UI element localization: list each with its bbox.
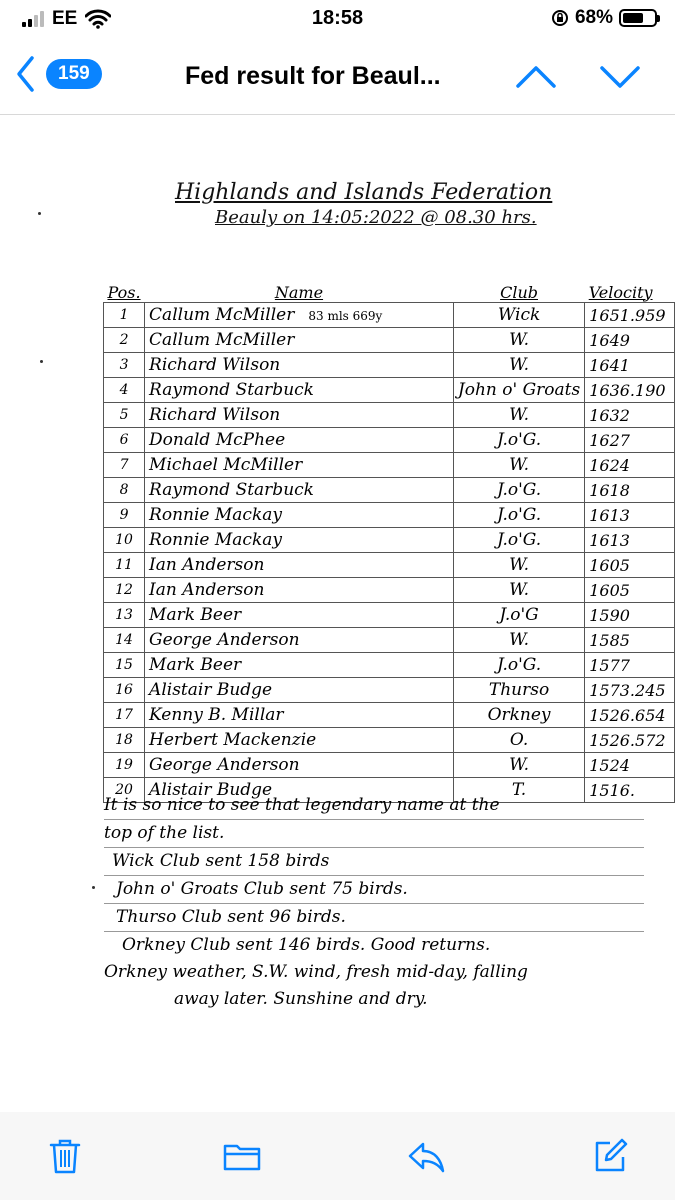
table-row [104,653,675,678]
document-title: Highlands and Islands Federation [175,180,553,205]
status-bar [0,0,675,36]
pilot-name: Callum McMiller [149,305,295,325]
cell-club: W. [453,328,584,353]
cell-pos: 16 [104,678,145,703]
cell-club: W. [453,403,584,428]
cell-club: J.o'G [453,603,584,628]
handwritten-notes [104,792,644,1013]
note-line: It is so nice to see that legendary name at the [104,792,644,820]
cell-club: J.o'G. [453,653,584,678]
pilot-name: Ronnie Mackay [149,505,282,525]
cell-velocity: 1526.572 [585,728,675,753]
battery-level-fill [623,13,643,23]
pilot-name: George Anderson [149,630,300,650]
cell-pos: 1 [104,303,145,328]
cell-name [145,403,454,428]
chevron-left-icon [14,54,36,94]
back-button[interactable] [14,54,102,94]
cell-club: John o' Groats [453,378,584,403]
cell-pos: 5 [104,403,145,428]
cell-club: Thurso [453,678,584,703]
cell-name [145,328,454,353]
table-row [104,753,675,778]
cell-velocity: 1605 [585,578,675,603]
cell-club: O. [453,728,584,753]
header-club: Club [500,282,538,302]
pilot-name: Alistair Budge [149,780,273,800]
cell-pos: 4 [104,378,145,403]
cell-velocity: 1585 [585,628,675,653]
table-row [104,703,675,728]
cell-club: Wick [453,303,584,328]
table-row [104,428,675,453]
cell-name [145,753,454,778]
pilot-name: Kenny B. Millar [149,705,284,725]
cell-name [145,728,454,753]
status-right [551,7,657,29]
cell-name [145,503,454,528]
cell-name [145,478,454,503]
table-row [104,453,675,478]
pilot-name: Richard Wilson [149,405,281,425]
table-row [104,303,675,328]
note-line: away later. Sunshine and dry. [174,989,428,1009]
cell-pos: 13 [104,603,145,628]
header-name: Name [274,282,324,302]
results-table [103,282,675,803]
cell-club: J.o'G. [453,503,584,528]
battery-icon [619,9,657,27]
carrier-name: EE [52,8,78,29]
cell-pos: 15 [104,653,145,678]
paper-speck [38,212,41,215]
note-line: Thurso Club sent 96 birds. [104,904,644,932]
cell-name [145,628,454,653]
cell-velocity: 1618 [585,478,675,503]
status-time: 18:58 [311,7,364,29]
cell-velocity: 1613 [585,528,675,553]
pilot-name: Alistair Budge [149,680,273,700]
cell-velocity: 1624 [585,453,675,478]
pilot-name: Mark Beer [149,605,242,625]
cell-pos: 9 [104,503,145,528]
table-row [104,353,675,378]
cell-velocity: 1613 [585,503,675,528]
cell-name [145,678,454,703]
pilot-name: Ian Anderson [149,555,265,575]
cell-club: W. [453,628,584,653]
table-row [104,553,675,578]
pilot-name: Mark Beer [149,655,242,675]
table-row [104,528,675,553]
table-row [104,378,675,403]
cell-pos: 19 [104,753,145,778]
header-velocity: Velocity [588,282,653,302]
paper-speck [92,886,95,889]
cell-club: J.o'G. [453,428,584,453]
bottom-toolbar [0,1112,675,1200]
cell-club: W. [453,578,584,603]
table-row [104,578,675,603]
cell-velocity: 1641 [585,353,675,378]
cell-name [145,353,454,378]
table-row [104,328,675,353]
chevron-up-icon[interactable] [514,60,558,94]
reply-icon[interactable] [406,1136,446,1176]
cell-velocity: 1524 [585,753,675,778]
note-line: top of the list. [104,820,644,848]
table-row [104,628,675,653]
cell-name [145,703,454,728]
pilot-name: Herbert Mackenzie [149,730,317,750]
cell-pos: 8 [104,478,145,503]
note-line: Orkney Club sent 146 birds. Good returns. [122,935,491,955]
cell-pos: 3 [104,353,145,378]
cell-club: W. [453,353,584,378]
cell-pos: 17 [104,703,145,728]
cell-velocity: 1516. [585,778,675,803]
cell-velocity: 1577 [585,653,675,678]
pilot-name: Raymond Starbuck [149,380,314,400]
trash-icon[interactable] [45,1136,85,1176]
cell-name [145,653,454,678]
cell-name [145,553,454,578]
cell-club: J.o'G. [453,478,584,503]
table-row [104,728,675,753]
pilot-name: Callum McMiller [149,330,295,350]
document-subtitle: Beauly on 14:05:2022 @ 08.30 hrs. [215,207,537,228]
note-line: Orkney weather, S.W. wind, fresh mid-day, falling [104,962,528,982]
cell-name [145,603,454,628]
cell-club: W. [453,753,584,778]
cell-club: T. [453,778,584,803]
results-body [104,303,675,803]
cell-club: W. [453,553,584,578]
cell-velocity: 1632 [585,403,675,428]
pilot-name: Michael McMiller [149,455,303,475]
cell-pos: 14 [104,628,145,653]
battery-percent: 68% [574,7,613,28]
pilot-name: Ronnie Mackay [149,530,282,550]
table-row [104,403,675,428]
folder-icon[interactable] [222,1136,262,1176]
pilot-name: George Anderson [149,755,300,775]
cell-pos: 11 [104,553,145,578]
header-pos: Pos. [107,282,141,302]
pilot-name: Donald McPhee [149,430,286,450]
cell-name [145,428,454,453]
chevron-down-icon[interactable] [598,60,642,94]
cell-club: J.o'G. [453,528,584,553]
attachment-document [0,115,675,1110]
message-nav-bar [0,44,675,115]
compose-icon[interactable] [590,1136,630,1176]
note-line: Wick Club sent 158 birds [104,848,644,876]
pilot-name: Ian Anderson [149,580,265,600]
message-subject-title: Fed result for Beaul... [185,62,441,90]
cell-club: W. [453,453,584,478]
cell-pos: 6 [104,428,145,453]
pilot-name: Richard Wilson [149,355,281,375]
table-row [104,503,675,528]
cell-velocity: 1651.959 [585,303,675,328]
cell-velocity: 1573.245 [585,678,675,703]
pilot-name: Raymond Starbuck [149,480,314,500]
distance-note: 83 mls 669y [308,309,383,323]
cell-pos: 20 [104,778,145,803]
cell-velocity: 1605 [585,553,675,578]
paper-speck [40,360,43,363]
cell-pos: 2 [104,328,145,353]
cell-name [145,303,454,328]
table-header-row [104,282,675,303]
unread-count-badge: 159 [46,59,102,89]
cell-pos: 18 [104,728,145,753]
cell-name [145,528,454,553]
cell-name [145,578,454,603]
cell-pos: 12 [104,578,145,603]
cell-name [145,453,454,478]
cell-pos: 7 [104,453,145,478]
cell-pos: 10 [104,528,145,553]
cell-velocity: 1590 [585,603,675,628]
table-row [104,478,675,503]
table-row [104,678,675,703]
cell-velocity: 1636.190 [585,378,675,403]
cell-club: Orkney [453,703,584,728]
cell-velocity: 1649 [585,328,675,353]
cell-velocity: 1526.654 [585,703,675,728]
orientation-lock-icon [551,9,569,27]
cell-name [145,378,454,403]
table-row [104,603,675,628]
cell-velocity: 1627 [585,428,675,453]
note-line: John o' Groats Club sent 75 birds. [104,876,644,904]
